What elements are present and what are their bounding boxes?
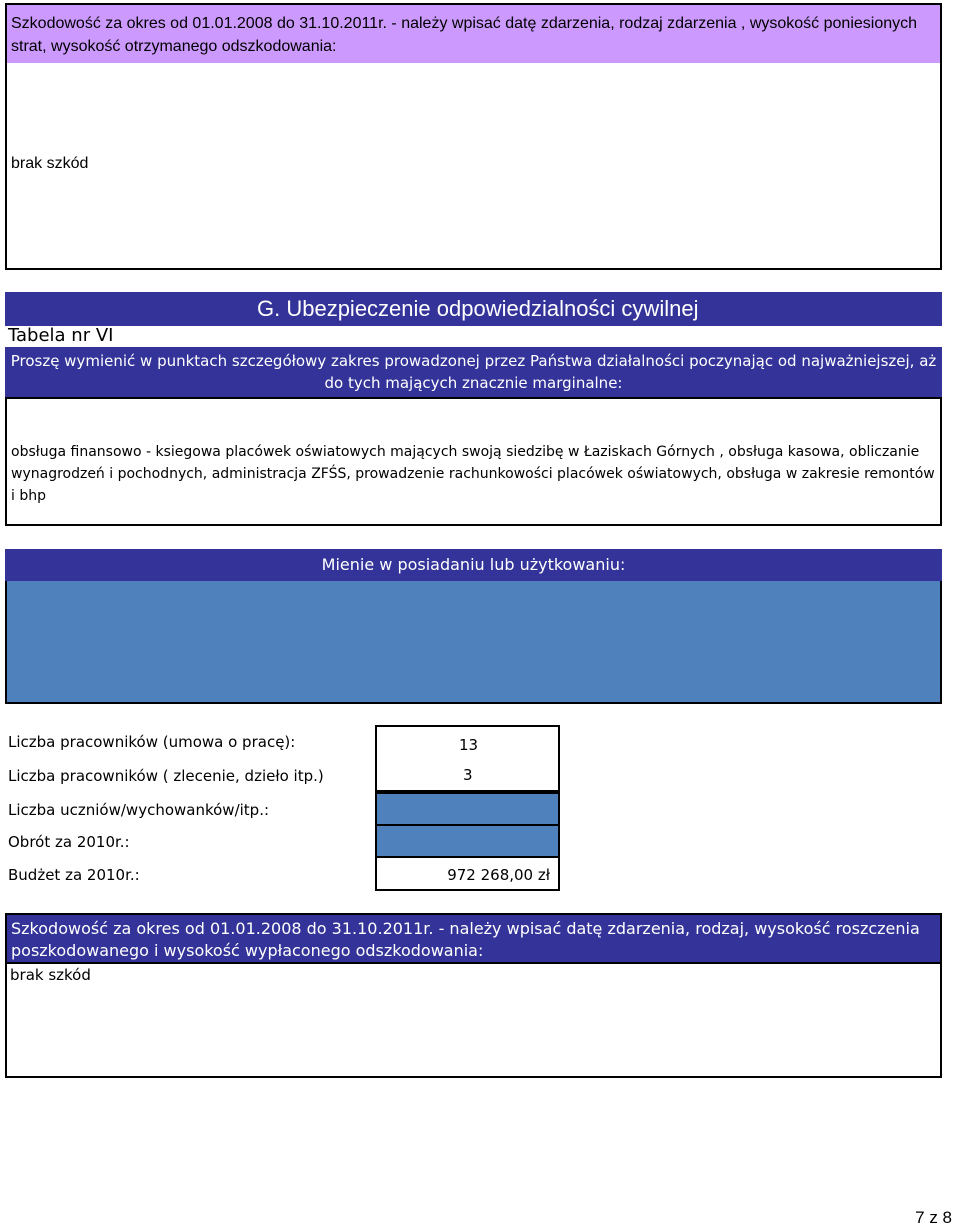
employees-contract-value[interactable] — [375, 725, 560, 759]
employees-commission-value[interactable] — [375, 757, 560, 792]
turnover-label: Obrót za 2010r.: — [8, 833, 130, 851]
liability-claims-box[interactable] — [5, 962, 942, 1078]
activity-scope-box[interactable] — [5, 397, 942, 526]
liability-claims-content: brak szkód — [10, 966, 91, 984]
claims-history-box[interactable] — [5, 63, 942, 270]
property-header: Mienie w posiadaniu lub użytkowaniu: — [5, 549, 942, 581]
claims-history-content: brak szkód — [11, 155, 89, 172]
budget-label: Budżet za 2010r.: — [8, 866, 140, 884]
activity-scope-question: Proszę wymienić w punktach szczegółowy zakres prowadzonej przez Państwa działalności poczynając od najważniejszej, aż do tych mających znacznie marginalne: — [5, 347, 942, 397]
students-value[interactable] — [375, 792, 560, 826]
employees-contract-value-text: 13 — [459, 736, 479, 754]
section-g-title: G. Ubezpieczenie odpowiedzialności cywilnej — [5, 292, 942, 326]
employees-commission-label: Liczba pracowników ( zlecenie, dzieło itp.) — [8, 767, 324, 785]
page-number: 7 z 8 — [915, 1208, 952, 1227]
table-label: Tabela nr VI — [8, 325, 114, 346]
activity-scope-text: obsługa finansowo - ksiegowa placówek oświatowych mających swoją siedzibę w Łaziskach Górnych , obsługa kasowa, obliczanie wynagrodzeń i pochodnych, administracja ZFŚS, prowadzenie rachunkowości placówek oświatowych, obsługa w zakresie remontów i bhp — [11, 444, 935, 504]
claims-history-header — [5, 3, 942, 65]
liability-claims-header: Szkodowość za okres od 01.01.2008 do 31.10.2011r. - należy wpisać datę zdarzenia, rodzaj, wysokość roszczenia poszkodowanego i wysokość wypłaconego odszkodowania: — [5, 913, 942, 963]
turnover-value[interactable] — [375, 826, 560, 858]
employees-contract-label: Liczba pracowników (umowa o pracę): — [8, 733, 296, 751]
employees-commission-value-text: 3 — [463, 766, 473, 784]
claims-history-header-text: Szkodowość za okres od 01.01.2008 do 31.10.2011r. - należy wpisać datę zdarzenia, rodzaj zdarzenia , wysokość poniesionych strat, wysokość otrzymanego odszkodowania: — [11, 15, 918, 55]
budget-value-text: 972 268,00 zł — [447, 866, 550, 884]
budget-value[interactable] — [375, 858, 560, 891]
students-label: Liczba uczniów/wychowanków/itp.: — [8, 801, 270, 819]
property-box[interactable] — [5, 581, 942, 704]
